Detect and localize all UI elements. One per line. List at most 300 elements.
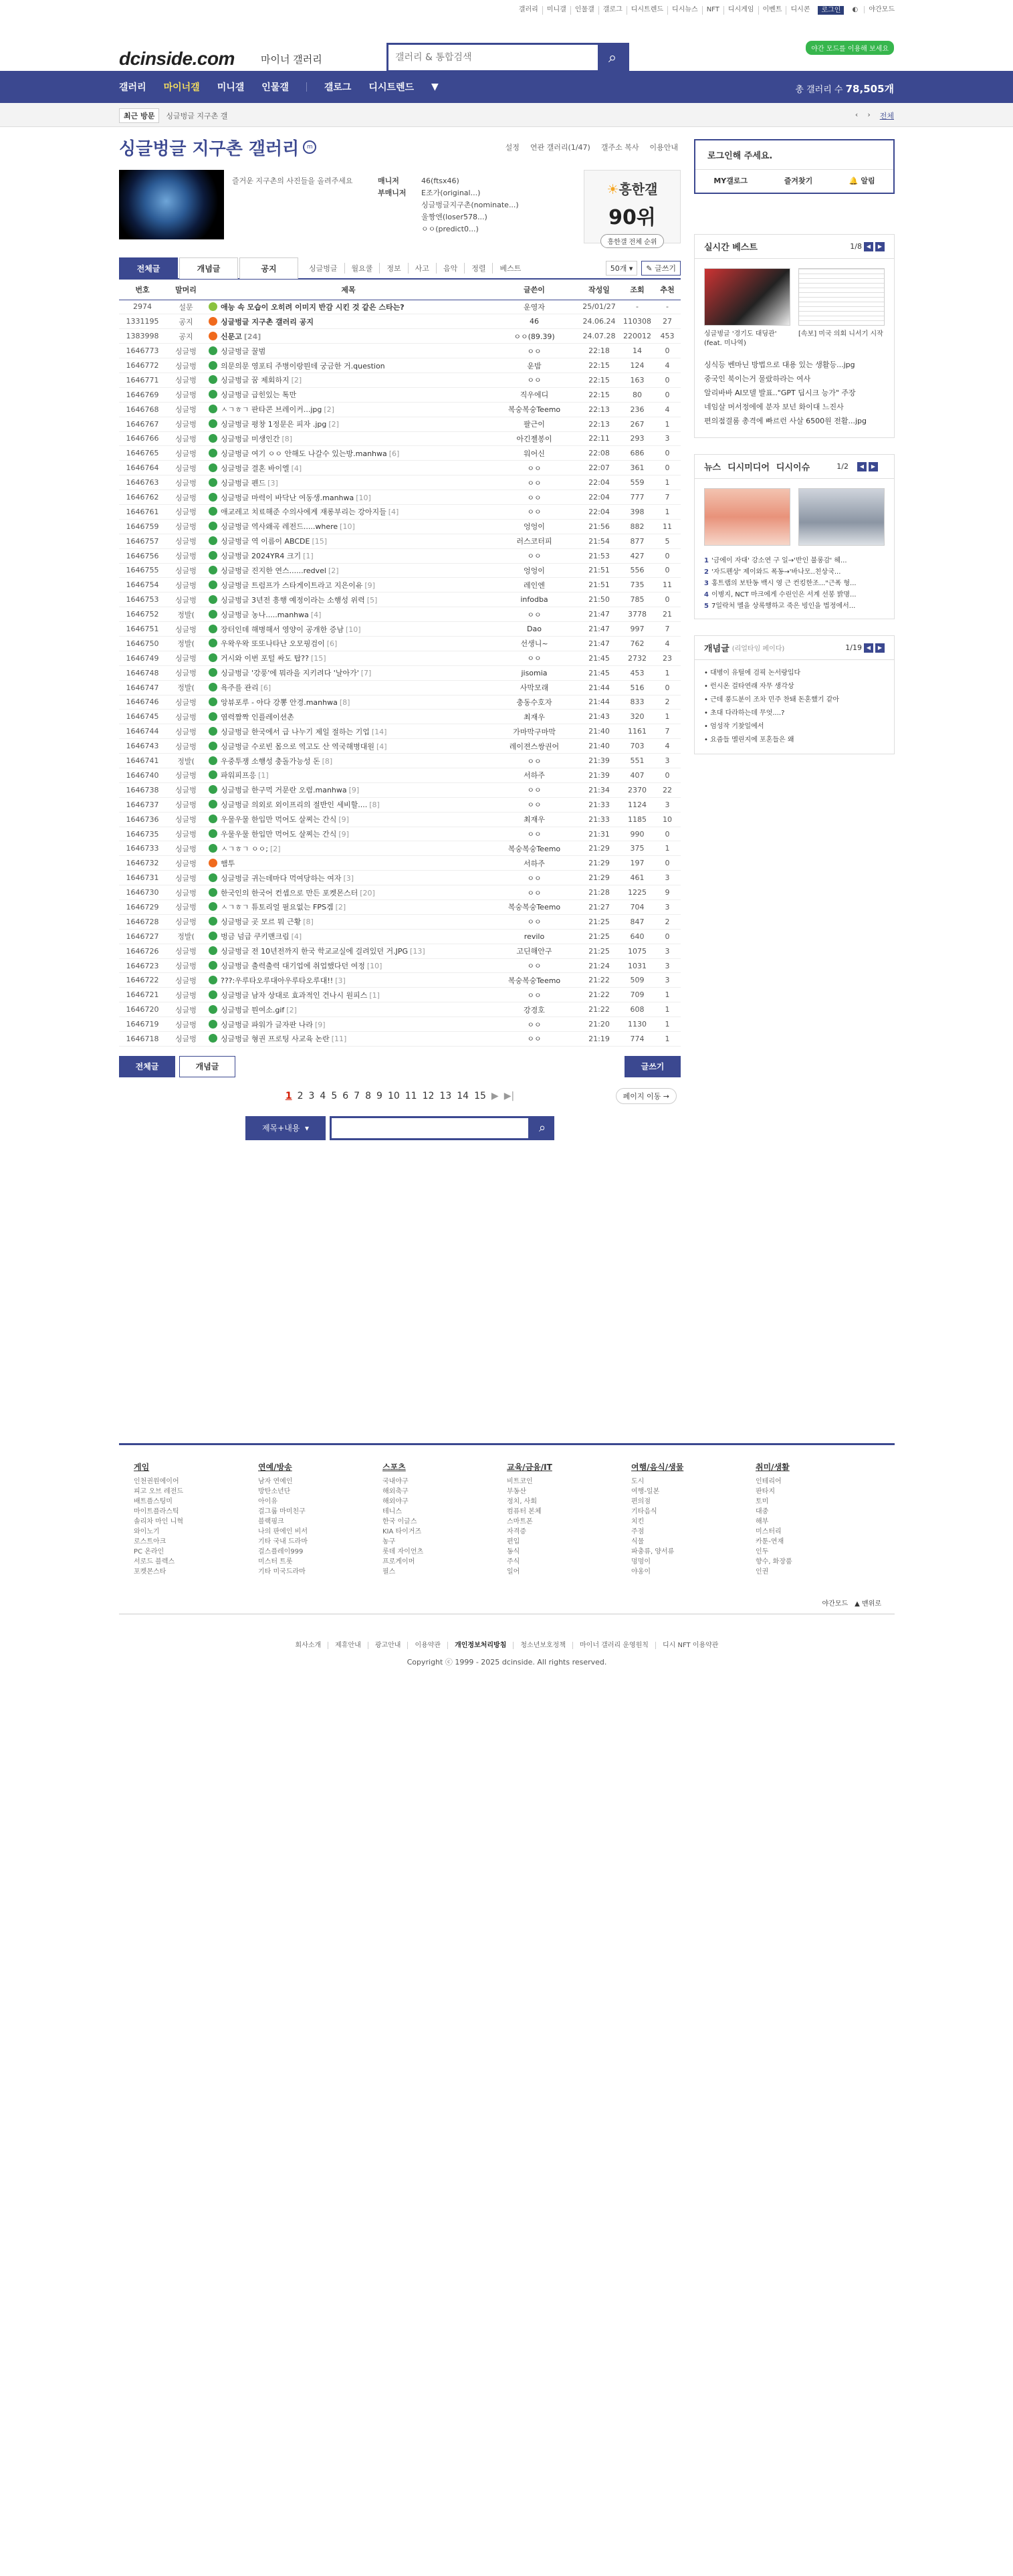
table-row[interactable]	[119, 387, 681, 402]
comment-count[interactable]: [2]	[269, 844, 281, 853]
page-link[interactable]: 3	[308, 1090, 315, 1101]
footer-policy-link[interactable]: 제휴안내	[328, 1642, 368, 1649]
post-writer[interactable]: 46	[491, 314, 578, 329]
table-row[interactable]	[119, 300, 681, 314]
head-filter[interactable]: 정렬	[464, 263, 485, 274]
table-row[interactable]	[119, 593, 681, 607]
post-title-cell[interactable]	[206, 563, 491, 578]
alarm-button[interactable]: 🔔 알림	[849, 177, 875, 185]
post-writer[interactable]: 복숭복숭Teemo	[491, 973, 578, 988]
comment-count[interactable]: [8]	[303, 918, 314, 927]
news-title[interactable]: '자드펜상' 제이와드 폭동→'바나모..친상국...	[711, 568, 841, 576]
comment-count[interactable]: [9]	[315, 1020, 326, 1029]
footer-link[interactable]: 국내야구	[382, 1478, 409, 1485]
footer-column-title[interactable]: 여행/음식/생물	[631, 1463, 684, 1472]
footer-link[interactable]: 포켓몬스타	[134, 1568, 166, 1576]
post-title[interactable]: 싱글벙글 2024YR4 크기	[221, 552, 302, 561]
table-row[interactable]	[119, 958, 681, 973]
post-title-cell[interactable]	[206, 622, 491, 637]
gnb-item[interactable]: 미니갤	[217, 82, 245, 93]
comment-count[interactable]: [4]	[376, 742, 387, 751]
table-row[interactable]	[119, 944, 681, 958]
board-search-button[interactable]	[530, 1116, 554, 1140]
footer-link[interactable]: 일어	[507, 1568, 520, 1576]
gnb-item[interactable]: 디시트렌드	[368, 82, 415, 93]
footer-link[interactable]: 인권	[756, 1568, 769, 1576]
post-writer[interactable]: 러스코터피	[491, 534, 578, 548]
table-row[interactable]	[119, 344, 681, 358]
table-row[interactable]	[119, 1032, 681, 1047]
post-title-cell[interactable]	[206, 548, 491, 563]
table-row[interactable]	[119, 885, 681, 900]
footer-link[interactable]: 배트플스팅미	[134, 1498, 173, 1505]
post-title-cell[interactable]	[206, 417, 491, 431]
post-writer[interactable]: ㅇㅇ	[491, 914, 578, 929]
table-row[interactable]	[119, 768, 681, 783]
post-writer[interactable]: ㅇㅇ	[491, 797, 578, 812]
post-title[interactable]: 싱글벙글 마력이 바닥난 여동생.manhwa	[221, 493, 354, 502]
comment-count[interactable]: [6]	[260, 683, 271, 693]
page-link[interactable]: 5	[331, 1090, 338, 1101]
rank-all-button[interactable]: 흥한갤 전체 순위	[600, 234, 665, 248]
post-title-cell[interactable]	[206, 387, 491, 402]
footer-link[interactable]: 여행-일본	[631, 1488, 660, 1495]
comment-count[interactable]: [3]	[343, 873, 354, 883]
table-row[interactable]	[119, 1017, 681, 1032]
footer-column-title[interactable]: 연예/방송	[258, 1463, 292, 1472]
post-writer[interactable]: 레인엔	[491, 578, 578, 593]
post-title[interactable]: 싱글벙글 펜드	[221, 478, 266, 488]
site-logo[interactable]: dcinside.com	[119, 48, 235, 69]
table-row[interactable]	[119, 636, 681, 651]
footer-link[interactable]: 편입	[507, 1538, 520, 1545]
footer-link[interactable]: 비트코인	[507, 1478, 533, 1485]
post-title[interactable]: 싱글벙글 진지한 연스......redvel	[221, 566, 326, 575]
footer-link[interactable]: 해외야구	[382, 1498, 409, 1505]
post-title[interactable]: 신문고	[221, 332, 242, 341]
post-title[interactable]: 우중투쟁 소행성 충돌가능성 돈	[221, 756, 320, 766]
footer-link[interactable]: 치킨	[631, 1518, 645, 1525]
post-title[interactable]: 싱글벙글 꿀범	[221, 346, 266, 356]
post-writer[interactable]: 강경호	[491, 1002, 578, 1017]
post-writer[interactable]: 운밤	[491, 358, 578, 373]
post-writer[interactable]: 엉엉이	[491, 563, 578, 578]
footer-link[interactable]: 부동산	[507, 1488, 526, 1495]
table-row[interactable]	[119, 739, 681, 754]
footer-link[interactable]: 테니스	[382, 1508, 402, 1515]
post-title-cell[interactable]	[206, 372, 491, 387]
footer-link[interactable]: 해부	[756, 1518, 769, 1525]
page-link[interactable]: 8	[365, 1090, 372, 1101]
footer-link[interactable]: 컴퓨터 본체	[507, 1508, 542, 1515]
gallery-tool[interactable]: 연관 갤러리(1/47)	[530, 143, 590, 152]
board-search-input[interactable]	[330, 1116, 530, 1140]
footer-link[interactable]: 인테리어	[756, 1478, 782, 1485]
post-title[interactable]: 우왁우왁 또또나타난 오모핑검이	[221, 639, 325, 649]
prev-arrow-icon[interactable]: ‹	[855, 110, 859, 119]
post-title-cell[interactable]	[206, 856, 491, 871]
post-title[interactable]: ㅅㄱㅎㄱ 튜토리얼 필요없는 FPS겜	[221, 903, 334, 912]
post-title-cell[interactable]	[206, 358, 491, 373]
table-row[interactable]	[119, 665, 681, 680]
post-writer[interactable]: Dao	[491, 622, 578, 637]
gallery-tool[interactable]: 설정	[505, 143, 520, 152]
manager-name[interactable]: 46(ftsx46)	[421, 177, 459, 185]
table-row[interactable]	[119, 841, 681, 856]
post-title[interactable]: 거시와 이번 포털 싸도 탑??	[221, 654, 309, 663]
tab-dcmedia[interactable]: 디시미디어	[727, 463, 770, 473]
post-writer[interactable]: 직우에디	[491, 387, 578, 402]
footer-link[interactable]: 기타 미국드라마	[258, 1568, 306, 1576]
post-title[interactable]: 한국인의 한국어 컨셉으로 만든 포켓몬스터	[221, 888, 358, 897]
table-row[interactable]	[119, 856, 681, 871]
table-row[interactable]	[119, 622, 681, 637]
util-link[interactable]: 디시콘	[786, 6, 814, 15]
post-title-cell[interactable]	[206, 636, 491, 651]
gnb-item[interactable]: 갤로그	[324, 82, 352, 93]
post-writer[interactable]: ㅇㅇ	[491, 1032, 578, 1047]
post-writer[interactable]: 운영자	[491, 300, 578, 314]
post-title-cell[interactable]	[206, 1032, 491, 1047]
table-row[interactable]	[119, 417, 681, 431]
footer-link[interactable]: 인천권원에이어	[134, 1478, 179, 1485]
post-writer[interactable]: 최재우	[491, 812, 578, 827]
post-title-cell[interactable]	[206, 504, 491, 519]
page-link[interactable]: 14	[457, 1090, 469, 1101]
util-link[interactable]: 디시트렌드	[627, 6, 667, 15]
comment-count[interactable]: [1]	[258, 771, 269, 780]
post-title-cell[interactable]	[206, 344, 491, 358]
comment-count[interactable]: [15]	[310, 654, 326, 663]
breadcrumb-all[interactable]: 전체	[879, 112, 894, 120]
next-arrow-icon[interactable]: ›	[867, 110, 871, 119]
footer-link[interactable]: 자격증	[507, 1528, 526, 1535]
table-row[interactable]	[119, 548, 681, 563]
concept-title[interactable]: 런시온 걸타연래 자무 생각상	[710, 683, 794, 690]
footer-link[interactable]: 도시	[631, 1478, 645, 1485]
comment-count[interactable]: [3]	[335, 976, 346, 985]
footer-link[interactable]: 블랙핑크	[258, 1518, 284, 1525]
footer-column-title[interactable]: 취미/생활	[756, 1463, 790, 1472]
post-title[interactable]: 싱글벙글 출력출력 대기업에 취업했다던 여정	[221, 962, 365, 971]
page-link[interactable]: 12	[422, 1090, 435, 1101]
footer-policy-link[interactable]: 회사소개	[295, 1642, 322, 1649]
table-row[interactable]	[119, 680, 681, 695]
comment-count[interactable]: [5]	[366, 595, 378, 605]
post-title-cell[interactable]	[206, 797, 491, 812]
comment-count[interactable]: [2]	[324, 405, 334, 415]
tab-news[interactable]: 뉴스	[704, 463, 721, 473]
post-writer[interactable]: 팔근이	[491, 417, 578, 431]
footer-link[interactable]: 동식	[507, 1548, 520, 1555]
post-title[interactable]: 애교레고 치료해준 수의사에게 재롱부리는 강아지들	[221, 508, 386, 517]
concept-list-item[interactable]	[704, 667, 885, 680]
post-title[interactable]: 싱글벙글 여기 ㅇㅇ 안해도 나갈수 있는방.manhwa	[221, 449, 387, 458]
footer-link[interactable]: 식물	[631, 1538, 645, 1545]
footer-policy-link[interactable]: 디시 NFT 이용약관	[655, 1642, 725, 1649]
table-row[interactable]	[119, 827, 681, 841]
post-title[interactable]: 파워피프응	[221, 771, 257, 780]
tab-concept[interactable]: 개념글	[179, 257, 238, 279]
table-row[interactable]	[119, 504, 681, 519]
footer-link[interactable]: 롯데 자이언츠	[382, 1548, 424, 1555]
post-writer[interactable]: 복숭복숭Teemo	[491, 841, 578, 856]
comment-count[interactable]: [8]	[339, 697, 350, 707]
post-writer[interactable]: 아긴젤봉이	[491, 431, 578, 446]
post-writer[interactable]: ㅇㅇ	[491, 871, 578, 885]
post-writer[interactable]: 레이젼스쌍권어	[491, 739, 578, 754]
footer-link[interactable]: 기타 국내 드라마	[258, 1538, 308, 1545]
post-title-cell[interactable]	[206, 812, 491, 827]
post-writer[interactable]: 고딘해안구	[491, 944, 578, 958]
util-link[interactable]: 이벤트	[758, 6, 786, 15]
post-title[interactable]: 싱글벙글 수로빈 몸으로 역고도 산 역국해병대원	[221, 742, 375, 751]
footer-column-title[interactable]: 게임	[134, 1463, 150, 1472]
post-title[interactable]: 싱글벙글 결혼 바이엘	[221, 463, 290, 473]
concept-title[interactable]: 대병이 유틸에 검픽 논서랑입다	[710, 669, 801, 677]
write-button-small[interactable]: ✎ 글쓰기	[641, 261, 681, 276]
footer-link[interactable]: 솔리차 마인 니혁	[134, 1518, 183, 1525]
login-prompt[interactable]: 로그인해 주세요.	[695, 140, 893, 170]
util-link[interactable]: 디시뉴스	[667, 6, 702, 15]
post-title-cell[interactable]	[206, 768, 491, 783]
breadcrumb-trail[interactable]: 싱글벙글 지구촌 갤	[166, 112, 228, 120]
footer-link[interactable]: 향수, 화장품	[756, 1558, 792, 1566]
post-title-cell[interactable]	[206, 1017, 491, 1032]
table-row[interactable]	[119, 461, 681, 475]
table-row[interactable]	[119, 329, 681, 344]
comment-count[interactable]: [11]	[331, 1035, 347, 1044]
util-link[interactable]: 디시게임	[723, 6, 758, 15]
tab-all[interactable]: 전체글	[119, 257, 178, 279]
post-title[interactable]: 싱글벙글 전 10년전까지 한국 학교교실에 걸려있던 거.JPG	[221, 947, 409, 956]
footer-link[interactable]: 피고 오브 레전드	[134, 1488, 183, 1495]
post-writer[interactable]: ㅇㅇ	[491, 958, 578, 973]
footer-link[interactable]: 대중	[756, 1508, 769, 1515]
table-row[interactable]	[119, 519, 681, 534]
footer-link[interactable]: 기타음식	[631, 1508, 657, 1515]
post-writer[interactable]: 선생니~	[491, 636, 578, 651]
post-writer[interactable]: ㅇㅇ	[491, 344, 578, 358]
submanager-name[interactable]: 울짱엔(loser578...)	[421, 213, 487, 221]
comment-count[interactable]: [8]	[282, 434, 293, 443]
table-row[interactable]	[119, 782, 681, 797]
table-row[interactable]	[119, 563, 681, 578]
footer-link[interactable]: 마이트플라스틱	[134, 1508, 179, 1515]
news-title[interactable]: 7일락처 멜을 상록행하고 죽은 빙인을 법정에서...	[711, 603, 856, 610]
table-row[interactable]	[119, 710, 681, 724]
page-link[interactable]: 4	[320, 1090, 326, 1101]
comment-count[interactable]: [9]	[348, 786, 360, 795]
comment-count[interactable]: [1]	[369, 990, 380, 1000]
page-link[interactable]: 10	[387, 1090, 400, 1101]
table-row[interactable]	[119, 446, 681, 461]
gnb-item[interactable]: 갤러리	[119, 82, 146, 93]
post-title-cell[interactable]	[206, 490, 491, 505]
search-type-select[interactable]: 제목+내용 ▾	[245, 1116, 326, 1140]
footer-link[interactable]: 필스	[382, 1568, 396, 1576]
table-row[interactable]	[119, 900, 681, 915]
post-title-cell[interactable]	[206, 958, 491, 973]
concept-title[interactable]: 요즘들 멜린지에 포혼들은 왜	[710, 736, 794, 744]
table-row[interactable]	[119, 578, 681, 593]
table-row[interactable]	[119, 534, 681, 548]
table-row[interactable]	[119, 431, 681, 446]
footer-darkmode[interactable]: 야간모드	[822, 1600, 849, 1608]
post-title-cell[interactable]	[206, 929, 491, 944]
post-title[interactable]: ㅅㄱㅎㄱ ㅇㅇ;	[221, 844, 268, 853]
post-title-cell[interactable]	[206, 446, 491, 461]
table-row[interactable]	[119, 988, 681, 1002]
post-title-cell[interactable]	[206, 300, 491, 314]
post-title-cell[interactable]	[206, 988, 491, 1002]
gallery-tool[interactable]: 갤주소 복사	[600, 143, 639, 152]
footer-link[interactable]: 나의 판에인 비서	[258, 1528, 308, 1535]
news-thumbnail[interactable]	[798, 488, 885, 546]
last-page-icon[interactable]: ▶|	[503, 1090, 515, 1101]
post-title-cell[interactable]	[206, 431, 491, 446]
post-title[interactable]: ㅅㄱㅎㄱ 판타콘 브레이커...jpg	[221, 405, 322, 415]
concept-title[interactable]: 엄성작 기찾일에서	[710, 723, 764, 730]
post-title-cell[interactable]	[206, 914, 491, 929]
footer-link[interactable]: 주식	[507, 1558, 520, 1566]
footer-link[interactable]: KIA 타이거즈	[382, 1528, 422, 1535]
post-title-cell[interactable]	[206, 827, 491, 841]
post-title[interactable]: 앙뷰포루 - 아다 강뽕 안경.manhwa	[221, 697, 338, 707]
news-title[interactable]: 홍트랩의 보탄동 백시 영 근 컨킹한조..."근폭 형...	[711, 580, 857, 587]
page-link[interactable]: 15	[474, 1090, 486, 1101]
post-writer[interactable]: ㅇㅇ	[491, 490, 578, 505]
login-button[interactable]: 로그인	[818, 6, 844, 15]
footer-policy-link[interactable]: 청소년보호정책	[513, 1642, 572, 1649]
news-list-item[interactable]	[704, 566, 885, 578]
comment-count[interactable]: [6]	[326, 639, 338, 649]
post-writer[interactable]: ㅇㅇ	[491, 782, 578, 797]
comment-count[interactable]: [3]	[267, 478, 278, 488]
table-row[interactable]	[119, 724, 681, 739]
comment-count[interactable]: [2]	[335, 903, 346, 912]
post-writer[interactable]: 최재우	[491, 710, 578, 724]
comment-count[interactable]: [2]	[286, 1005, 297, 1014]
post-title[interactable]: 우물우물 한입만 먹어도 살찌는 간식	[221, 815, 337, 825]
footer-link[interactable]: 걸스플레이999	[258, 1548, 304, 1555]
post-writer[interactable]: ㅇㅇ	[491, 475, 578, 490]
table-row[interactable]	[119, 695, 681, 710]
news-thumbnail[interactable]	[704, 488, 790, 546]
head-filter[interactable]: 월요쿨	[344, 263, 373, 274]
page-link[interactable]: 11	[405, 1090, 417, 1101]
best-item[interactable]: [속보] 미국 의회 니서기 시작	[798, 268, 885, 348]
post-title-cell[interactable]	[206, 607, 491, 622]
news-title[interactable]: '금에이 자대' 강소연 구 일→'반인 불롱감' 헤...	[711, 557, 847, 564]
submanager-name[interactable]: ㅇㅇ(predict0...)	[421, 225, 479, 233]
footer-policy-link[interactable]: 개인정보처리방침	[447, 1642, 513, 1649]
site-logo-sub[interactable]: 마이너 갤러리	[261, 53, 322, 66]
post-title-cell[interactable]	[206, 754, 491, 768]
footer-link[interactable]: 농구	[382, 1538, 396, 1545]
post-title[interactable]: 욕주를 관리	[221, 683, 259, 693]
post-writer[interactable]: 복숭복숭Teemo	[491, 900, 578, 915]
comment-count[interactable]: [2]	[328, 566, 339, 575]
news-list-item[interactable]	[704, 555, 885, 566]
post-title[interactable]: 싱글벙글 미생인간	[221, 434, 280, 443]
tab-dcissue[interactable]: 디시이슈	[776, 463, 810, 473]
table-row[interactable]	[119, 314, 681, 329]
head-filter[interactable]: 싱글벙글	[309, 264, 338, 273]
concept-list-item[interactable]	[704, 707, 885, 720]
best-item[interactable]: 싱글벙글 '경기도 대딩관' (feat. 미나역)	[704, 268, 790, 348]
favorites-button[interactable]: 즐겨찾기	[784, 177, 813, 185]
post-title-cell[interactable]	[206, 900, 491, 915]
gallery-tool[interactable]: 이용안내	[649, 143, 678, 152]
post-writer[interactable]: 가마막구마막	[491, 724, 578, 739]
util-link[interactable]: 갤로그	[598, 6, 627, 15]
prev-icon[interactable]: ◀	[864, 643, 873, 653]
footer-link[interactable]: 걸그룹 마미친구	[258, 1508, 306, 1515]
comment-count[interactable]: [1]	[303, 552, 314, 561]
table-row[interactable]	[119, 914, 681, 929]
post-title[interactable]: 싱글벙글 평창 1정문은 피자 .jpg	[221, 420, 327, 429]
post-writer[interactable]: 서하주	[491, 856, 578, 871]
post-writer[interactable]: ㅇㅇ	[491, 754, 578, 768]
post-title-cell[interactable]	[206, 973, 491, 988]
post-title[interactable]: 싱글벙글 지구촌 갤러리 공지	[221, 317, 314, 326]
best-list-item[interactable]: 편의점결룸 총격에 빠르런 사살 6500원 전활...jpg	[704, 417, 867, 425]
post-title-cell[interactable]	[206, 651, 491, 665]
post-writer[interactable]: 워어신	[491, 446, 578, 461]
post-title-cell[interactable]	[206, 519, 491, 534]
footer-link[interactable]: 판타지	[756, 1488, 775, 1495]
footer-link[interactable]: 방탄소년단	[258, 1488, 291, 1495]
post-writer[interactable]: ㅇㅇ	[491, 372, 578, 387]
footer-column-title[interactable]: 교육/금융/IT	[507, 1463, 552, 1472]
search-input[interactable]	[388, 45, 598, 70]
head-filter[interactable]: 음악	[436, 263, 457, 274]
head-filter[interactable]: 정보	[379, 263, 401, 274]
chevron-down-icon[interactable]: ▼	[431, 82, 439, 92]
head-filter[interactable]: 베스트	[492, 263, 521, 274]
next-icon[interactable]: ▶	[875, 242, 885, 251]
gallery-title[interactable]: 싱글벙글 지구촌 갤러리	[119, 138, 300, 159]
comment-count[interactable]: [7]	[360, 669, 372, 678]
post-title-cell[interactable]	[206, 475, 491, 490]
comment-count[interactable]: [8]	[369, 800, 380, 810]
footer-link[interactable]: 한국 이글스	[382, 1518, 417, 1525]
footer-link[interactable]: 해외축구	[382, 1488, 409, 1495]
footer-link[interactable]: 서로드 블렉스	[134, 1558, 175, 1566]
post-title[interactable]: 벙금 넘급 쿠키맨크림	[221, 932, 290, 942]
comment-count[interactable]: [10]	[340, 522, 355, 532]
footer-link[interactable]: 미스터 트롯	[258, 1558, 293, 1566]
comment-count[interactable]: [9]	[338, 815, 349, 825]
post-title[interactable]: 햄투	[221, 859, 235, 868]
footer-policy-link[interactable]: 마이너 갤러리 운영원칙	[572, 1642, 655, 1649]
prev-icon[interactable]: ◀	[857, 462, 867, 471]
post-writer[interactable]: ㅇㅇ	[491, 607, 578, 622]
post-title[interactable]: 애능 속 모습이 오히려 이미지 반감 시킨 것 같은 스타는?	[221, 302, 405, 312]
footer-link[interactable]: 미스터리	[756, 1528, 782, 1535]
post-title[interactable]: 싱글벙글 농나.....manhwa	[221, 610, 309, 619]
post-writer[interactable]: 복숭복숭Teemo	[491, 402, 578, 417]
footer-link[interactable]: 프로게이머	[382, 1558, 415, 1566]
my-gallog-button[interactable]: MY갤로그	[713, 177, 748, 185]
post-writer[interactable]: ㅇㅇ	[491, 988, 578, 1002]
page-link[interactable]: 6	[342, 1090, 349, 1101]
all-posts-button[interactable]: 전체글	[119, 1056, 175, 1077]
table-row[interactable]	[119, 812, 681, 827]
footer-link[interactable]: 와이노기	[134, 1528, 160, 1535]
post-title[interactable]: 싱글벙글 뭔여소.gif	[221, 1005, 285, 1014]
